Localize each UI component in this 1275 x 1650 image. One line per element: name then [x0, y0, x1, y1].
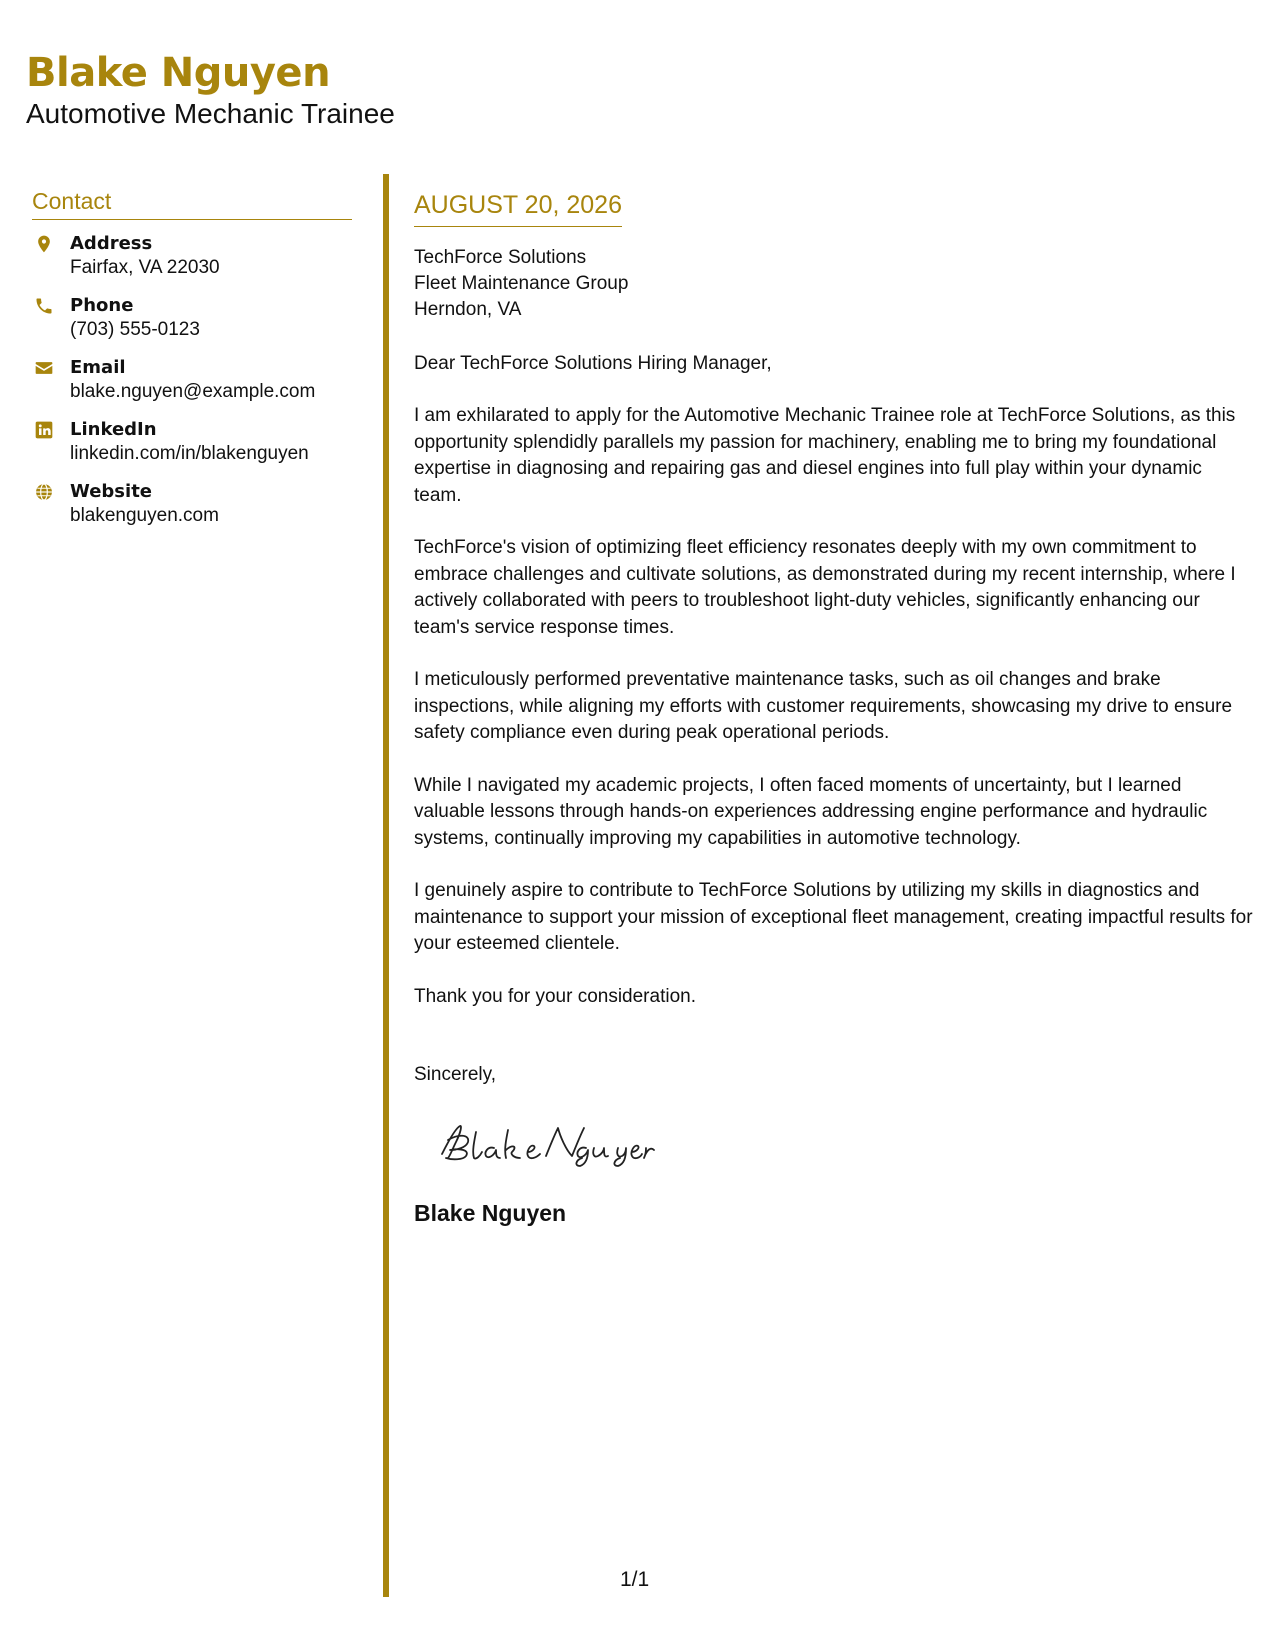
contact-item-website — [32, 480, 352, 528]
contact-item-linkedin — [32, 418, 352, 466]
recipient-line: Fleet Maintenance Group — [414, 273, 629, 294]
linkedin-icon — [34, 420, 54, 440]
contact-label: LinkedIn — [70, 419, 157, 440]
contact-heading: Contact — [32, 188, 352, 220]
contact-label: Website — [70, 481, 153, 502]
recipient-line: TechForce Solutions — [414, 247, 587, 268]
phone-icon — [34, 296, 54, 316]
contact-item-email — [32, 356, 352, 404]
globe-icon — [34, 482, 54, 502]
envelope-icon — [34, 358, 54, 378]
header — [26, 48, 395, 130]
closing: Sincerely, — [414, 1063, 497, 1085]
contact-value: blakenguyen.com — [70, 505, 219, 526]
signer-name: Blake Nguyen — [414, 1199, 567, 1226]
vertical-divider — [383, 174, 389, 1597]
contact-label: Phone — [70, 295, 134, 316]
contact-value: linkedin.com/in/blakenguyen — [70, 443, 309, 464]
letter-paragraph: TechForce's vision of optimizing fleet efficiency resonates deeply with my own commitment to embrace challenges and cultivate solutions, as demonstrated during my recent internship, where I actively collaborated with peers to troubleshoot light-duty vehicles, significantly enhancing our team's service response times. — [414, 537, 1236, 638]
applicant-name: Blake Nguyen — [26, 50, 331, 96]
letter-paragraph: I meticulously performed preventative maintenance tasks, such as oil changes and brake inspections, while aligning my efforts with customer requirements, showcasing my drive to ensure safety compliance even during peak operational periods. — [414, 669, 1233, 743]
applicant-title: Automotive Mechanic Trainee — [26, 98, 395, 129]
contact-value: blake.nguyen@example.com — [70, 381, 316, 402]
recipient-line: Herndon, VA — [414, 299, 522, 320]
letter-paragraph: I am exhilarated to apply for the Automotive Mechanic Trainee role at TechForce Solutions, as this opportunity splendidly parallels my passion for machinery, enabling me to bring my foundational expertise in diagnosing and repairing gas and diesel engines into full play within your dynamic team. — [414, 405, 1236, 506]
contact-item-phone — [32, 294, 352, 342]
thanks-line: Thank you for your consideration. — [414, 985, 696, 1007]
salutation: Dear TechForce Solutions Hiring Manager, — [414, 353, 772, 374]
contact-label: Email — [70, 357, 126, 378]
handwritten-signature — [436, 1118, 656, 1168]
map-pin-icon — [34, 234, 54, 254]
recipient-block — [414, 245, 1254, 323]
contact-value: Fairfax, VA 22030 — [70, 257, 220, 278]
contact-sidebar — [32, 188, 352, 542]
page-number: 1/1 — [620, 1568, 650, 1591]
contact-item-address — [32, 232, 352, 280]
letter-paragraph: While I navigated my academic projects, I often faced moments of uncertainty, but I learned valuable lessons through hands-on experiences addressing engine performance and hydraulic systems, continually improving my capabilities in automotive technology. — [414, 774, 1208, 849]
contact-value: (703) 555-0123 — [70, 319, 200, 340]
contact-label: Address — [70, 233, 153, 254]
letter-body — [414, 190, 1254, 1227]
letter-paragraph: I genuinely aspire to contribute to TechForce Solutions by utilizing my skills in diagnostics and maintenance to support your mission of exceptional fleet management, creating impactful results for your esteemed clientele. — [414, 880, 1253, 954]
letter-date: AUGUST 20, 2026 — [414, 190, 622, 227]
